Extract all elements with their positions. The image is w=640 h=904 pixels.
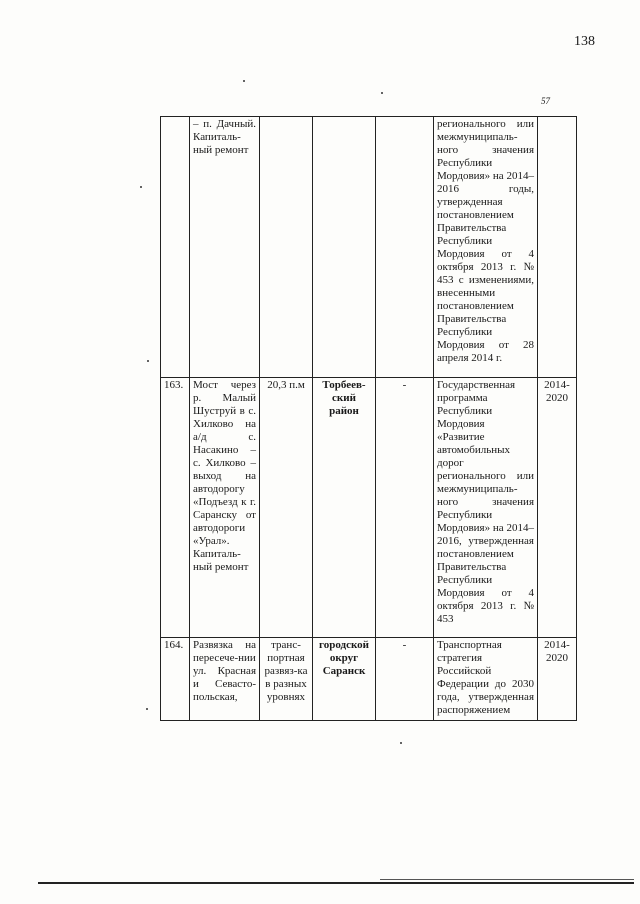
object-location: Торбеев-ский район	[313, 378, 376, 638]
basis-document: Государственная программа Республики Мордовия «Развитие автомобильных дорог регионального или межмуниципаль-ного значения Республики Мордовия» на 2014–2016, утвержденная постановлением Правительства Республики Мордовия от 4 октября 2013 г. № 453	[434, 378, 538, 638]
scan-edge-line	[380, 879, 634, 880]
object-name: Мост через р. Малый Шуструй в с. Хилково на а/д с. Насакино – с. Хилково – выход на автодорогу «Подъезд к г. Саранску от автодороги «Урал». Капиталь-ный ремонт	[190, 378, 260, 638]
object-zone	[376, 117, 434, 378]
object-parameters	[260, 117, 313, 378]
object-name: – п. Дачный. Капиталь-ный ремонт	[190, 117, 260, 378]
scan-speck	[243, 80, 245, 82]
scan-speck	[140, 186, 142, 188]
object-parameters: транс-портная развяз-ка в разных уровнях	[260, 638, 313, 721]
scan-edge-line	[38, 882, 634, 884]
table-row	[161, 378, 577, 638]
table-row	[161, 638, 577, 721]
implementation-period	[538, 117, 577, 378]
row-number	[161, 117, 190, 378]
scan-speck	[381, 92, 383, 94]
scan-speck	[147, 360, 149, 362]
object-zone: -	[376, 378, 434, 638]
object-name: Развязка на пересече-нии ул. Красная и Севасто-польская,	[190, 638, 260, 721]
object-location	[313, 117, 376, 378]
sub-page-number: 57	[541, 96, 550, 106]
page-number: 138	[574, 34, 595, 49]
object-parameters: 20,3 п.м	[260, 378, 313, 638]
basis-document: регионального или межмуниципаль-ного значения Республики Мордовия» на 2014–2016 годы, утвержденная постановлением Правительства Республики Мордовия от 4 октября 2013 г. № 453 с изменениями, внесенными постановлением Правительства Республики Мордовия от 28 апреля 2014 г.	[434, 117, 538, 378]
scan-speck	[146, 708, 148, 710]
table-row	[161, 117, 577, 378]
object-location: городской округ Саранск	[313, 638, 376, 721]
implementation-period: 2014-2020	[538, 638, 577, 721]
row-number: 164.	[161, 638, 190, 721]
object-zone: -	[376, 638, 434, 721]
projects-table	[160, 116, 577, 721]
basis-document: Транспортная стратегия Российской Федерации до 2030 года, утвержденная распоряжением	[434, 638, 538, 721]
implementation-period: 2014-2020	[538, 378, 577, 638]
scan-speck	[400, 742, 402, 744]
row-number: 163.	[161, 378, 190, 638]
